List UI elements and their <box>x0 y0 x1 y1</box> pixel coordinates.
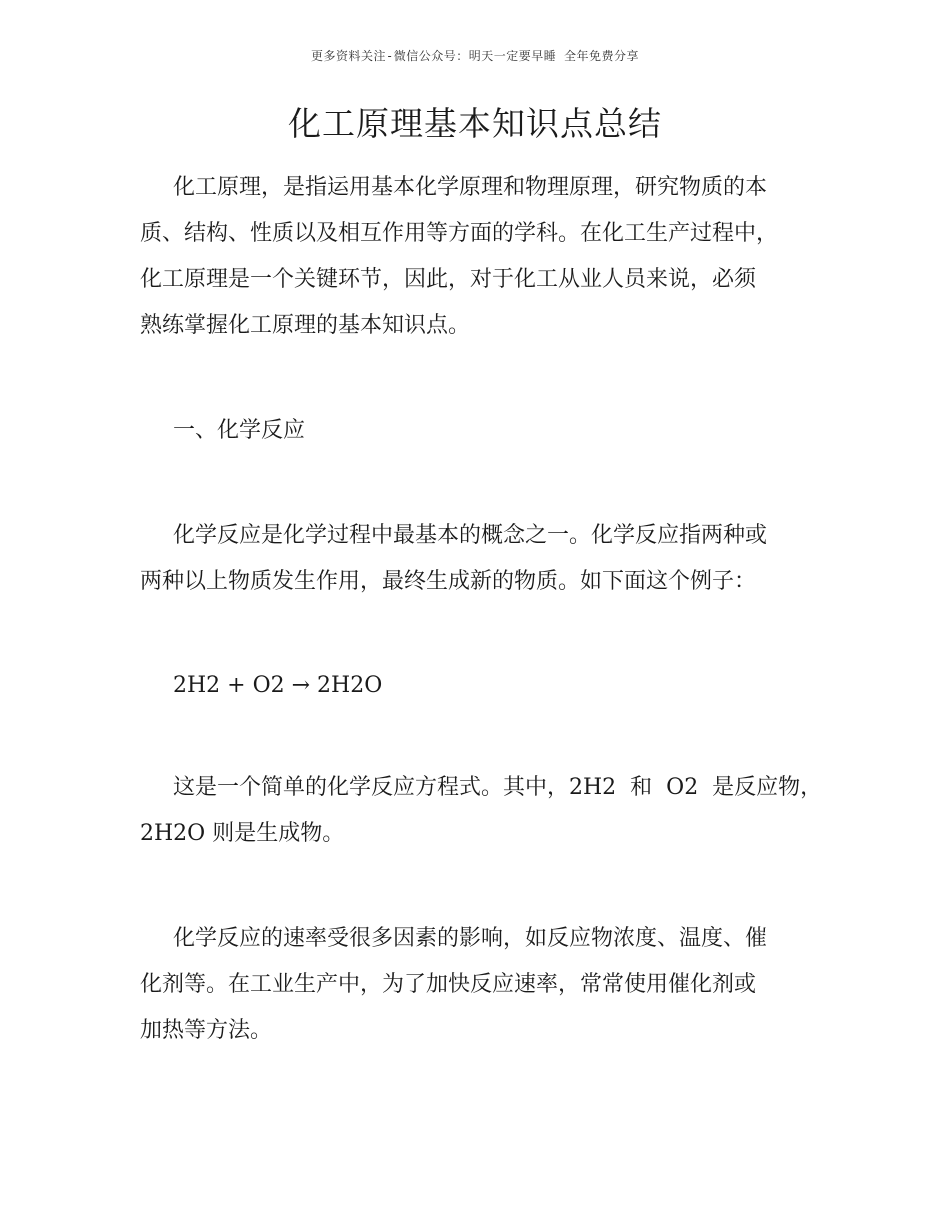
paragraph-line: 这是一个简单的化学反应方程式。其中，2H2 和 O2 是反应物， <box>173 775 823 800</box>
paragraph-line: 化学反应是化学过程中最基本的概念之一。化学反应指两种或 <box>173 523 768 548</box>
reaction-rate-paragraph <box>140 916 830 1054</box>
intro-paragraph <box>140 165 830 349</box>
paragraph-line: 2H2O 则是生成物。 <box>140 821 345 846</box>
intro-line: 化工原理，是指运用基本化学原理和物理原理，研究物质的本 <box>173 175 768 200</box>
paragraph-line: 两种以上物质发生作用，最终生成新的物质。如下面这个例子： <box>140 569 757 594</box>
paragraph-line: 加热等方法。 <box>140 1018 273 1043</box>
header-note: 更多资料关注-微信公众号：明天一定要早睡 全年免费分享 <box>311 49 639 63</box>
equation-paragraph <box>140 663 830 709</box>
document-title: 化工原理基本知识点总结 <box>288 104 662 143</box>
reaction-definition-paragraph <box>140 513 830 605</box>
chemical-equation: 2H2 + O2 → 2H2O <box>173 673 383 698</box>
intro-line: 质、结构、性质以及相互作用等方面的学科。在化工生产过程中， <box>140 221 779 246</box>
intro-line: 化工原理是一个关键环节，因此，对于化工从业人员来说，必须 <box>140 267 757 292</box>
paragraph-line: 化剂等。在工业生产中，为了加快反应速率，常常使用催化剂或 <box>140 972 757 997</box>
equation-note-paragraph <box>140 765 830 857</box>
paragraph-line: 化学反应的速率受很多因素的影响，如反应物浓度、温度、催 <box>173 926 768 951</box>
section-heading <box>140 408 830 454</box>
section-heading-text: 一、化学反应 <box>173 418 306 443</box>
intro-line: 熟练掌握化工原理的基本知识点。 <box>140 313 471 338</box>
